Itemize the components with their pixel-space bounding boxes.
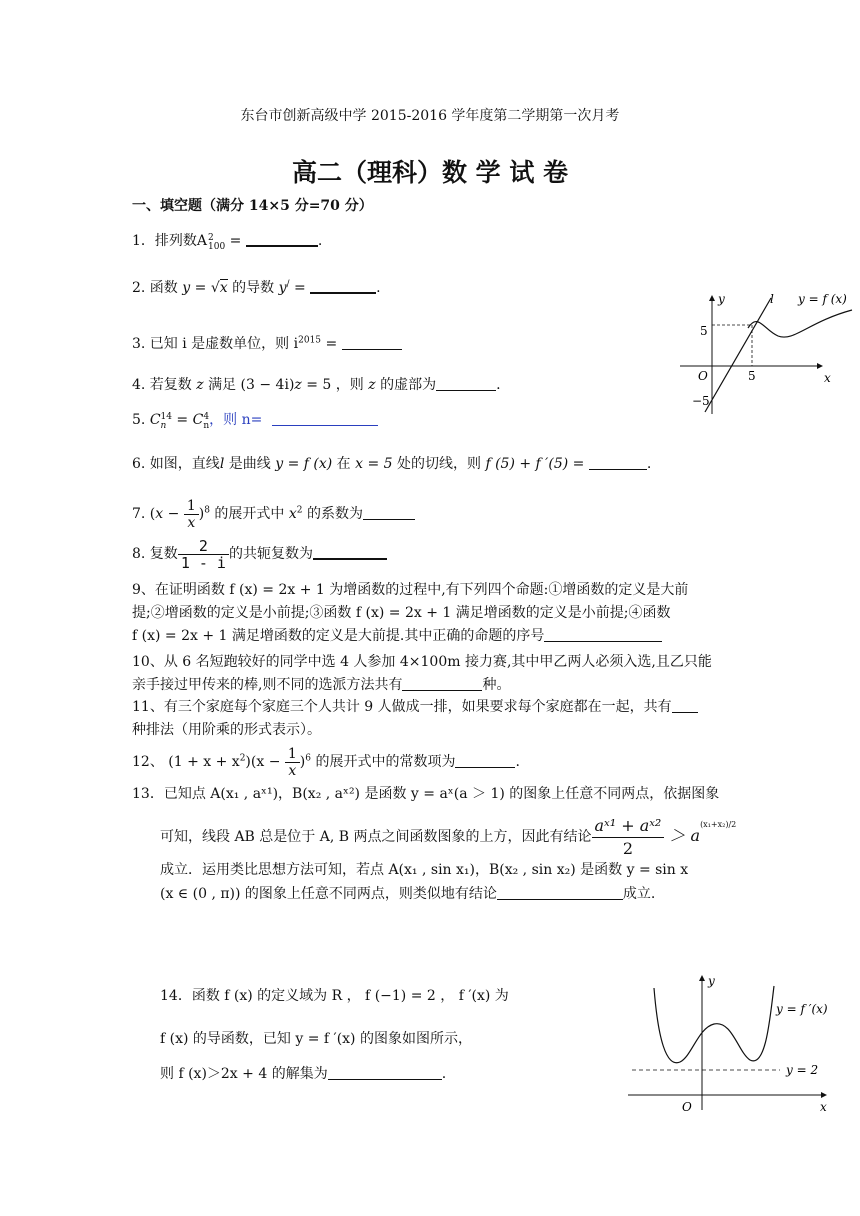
y-axis-label-2: y xyxy=(708,974,715,988)
question-10-line-1: 10、从 6 名短跑较好的同学中选 4 人参加 4×100m 接力赛,其中甲乙两人必须入选,且乙只能 xyxy=(132,654,712,670)
question-13-line-3: 成立．运用类比思想方法可知，若点 A(x₁ , sin x₁)，B(x₂ , sin x₂) 是函数 y = sin x xyxy=(160,862,689,878)
answer-blank-10[interactable] xyxy=(402,675,482,691)
tangent-line xyxy=(705,298,771,412)
question-13-line-4: (x ∈ (0 , π)) 的图象上任意不同两点，则类似地有结论 成立. xyxy=(160,886,656,902)
question-2: 2. 函数 y = √x 的导数 y/ = . xyxy=(132,277,381,298)
fraction-2-over-1-i: $\frac{2}{1 - i}$ xyxy=(178,538,229,571)
question-12: 12、 $(1 + x + x^2)(x$ − $\frac{1}{x}$ )$^6$ 的展开式中的常数项为 . xyxy=(132,745,520,779)
question-11-line-2: 种排法（用阶乘的形式表示）。 xyxy=(132,722,321,738)
answer-blank-9[interactable] xyxy=(544,626,662,642)
y-axis-label: y xyxy=(718,292,725,306)
question-6: 6. 如图，直线l 是曲线 y = f (x) 在 x = 5 处的切线，则 f (5) + f ′(5) = . xyxy=(132,456,652,472)
tick-neg-5: −5 xyxy=(692,394,710,408)
page-title: 高二（理科）数 学 试 卷 xyxy=(291,158,569,187)
line-label-2: y = 2 xyxy=(786,1063,819,1077)
origin-label: O xyxy=(698,369,708,383)
origin-label-2: O xyxy=(682,1100,692,1114)
section-heading: 一、填空题（满分 14×5 分=70 分） xyxy=(132,198,373,214)
line-l-label: l xyxy=(770,292,774,306)
answer-blank-5[interactable] xyxy=(272,410,378,426)
question-9-line-2: 提;②增函数的定义是小前提;③函数 f (x) = 2x + 1 满足增函数的定义是小前提;④函数 xyxy=(132,605,671,621)
x-axis-label: x xyxy=(824,371,831,385)
question-8: 8. 复数 $\frac{2}{1 - i}$ 的共轭复数为 xyxy=(132,534,387,574)
question-5: 5. C 14 n = C 4 n ，则 n= xyxy=(132,410,378,431)
tick-x-5: 5 xyxy=(748,369,756,383)
question-11-line-1: 11、有三个家庭每个家庭三个人共计 9 人做成一排，如果要求每个家庭都在一起，共有 xyxy=(132,697,698,717)
school-line: 东台市创新高级中学 2015-2016 学年度第二学期第一次月考 xyxy=(240,108,620,124)
question-9-line-1: 9、在证明函数 f (x) = 2x + 1 为增函数的过程中,有下列四个命题:①增函数的定义是大前 xyxy=(132,582,689,598)
question-13-line-2: 可知，线段 AB 总是位于 A, B 两点之间函数图象的上方，因此有结论 $\frac{\text{aˣ¹ + aˣ²}}{2}$ ＞ $a^{(x_1+x_2)/2}$ xyxy=(160,815,737,858)
tick-y-5: 5 xyxy=(700,324,708,338)
curve-f xyxy=(748,310,852,337)
answer-blank-3[interactable] xyxy=(342,334,402,350)
answer-blank-14[interactable] xyxy=(328,1064,442,1080)
question-9-line-3: f (x) = 2x + 1 满足增函数的定义是大前提.其中正确的命题的序号 xyxy=(132,626,662,646)
question-14-line-3: 则 f (x)＞2x + 4 的解集为 . xyxy=(160,1066,447,1082)
fraction-average: $\frac{\text{aˣ¹ + aˣ²}}{2}$ xyxy=(592,815,665,860)
figure-tangent xyxy=(672,288,858,420)
answer-blank-8[interactable] xyxy=(313,543,387,560)
x-axis-label-2: x xyxy=(820,1100,827,1114)
answer-blank-13[interactable] xyxy=(497,884,623,900)
question-13-line-1: 13．已知点 A(x₁ , aˣ¹)，B(x₂ , aˣ²) 是函数 y = aˣ(a ＞ 1) 的图象上任意不同两点，依据图象 xyxy=(132,786,720,802)
fraction-1-over-x-q12: $\frac{1}{x}$ xyxy=(285,746,300,779)
figure-derivative xyxy=(620,968,840,1118)
answer-blank-6[interactable] xyxy=(589,454,647,470)
answer-blank-12[interactable] xyxy=(455,752,515,768)
answer-blank-4[interactable] xyxy=(436,375,496,391)
answer-blank-11[interactable] xyxy=(672,697,698,713)
fraction-1-over-x: $\frac{1}{x}$ xyxy=(184,498,199,531)
question-14-line-2: f (x) 的导函数，已知 y = f ′(x) 的图象如图所示， xyxy=(160,1031,472,1047)
answer-blank-2[interactable] xyxy=(310,277,376,294)
question-1: 1．排列数A 2 100 = . xyxy=(132,230,322,252)
answer-blank-1[interactable] xyxy=(246,230,318,247)
question-7: 7. (x − $\frac{1}{x}$ )$^8$ 的展开式中 $x^2$ 的系数为 xyxy=(132,492,415,536)
question-4: 4. 若复数 z 满足 (3 − 4i)z = 5 ，则 z 的虚部为 . xyxy=(132,377,501,393)
question-3: 3. 已知 i 是虚数单位，则 $i^{2015}$ = xyxy=(132,334,402,354)
answer-blank-7[interactable] xyxy=(363,504,415,520)
question-10-line-2: 亲手接过甲传来的棒,则不同的选派方法共有 种。 xyxy=(132,677,511,693)
curve-label: y = f (x) xyxy=(798,292,847,306)
curve-label-2: y = f ′(x) xyxy=(776,1002,828,1016)
curve-f-prime xyxy=(654,986,774,1063)
question-14-line-1: 14．函数 f (x) 的定义域为 R ， f (−1) = 2 ， f ′(x) 为 xyxy=(160,988,509,1004)
